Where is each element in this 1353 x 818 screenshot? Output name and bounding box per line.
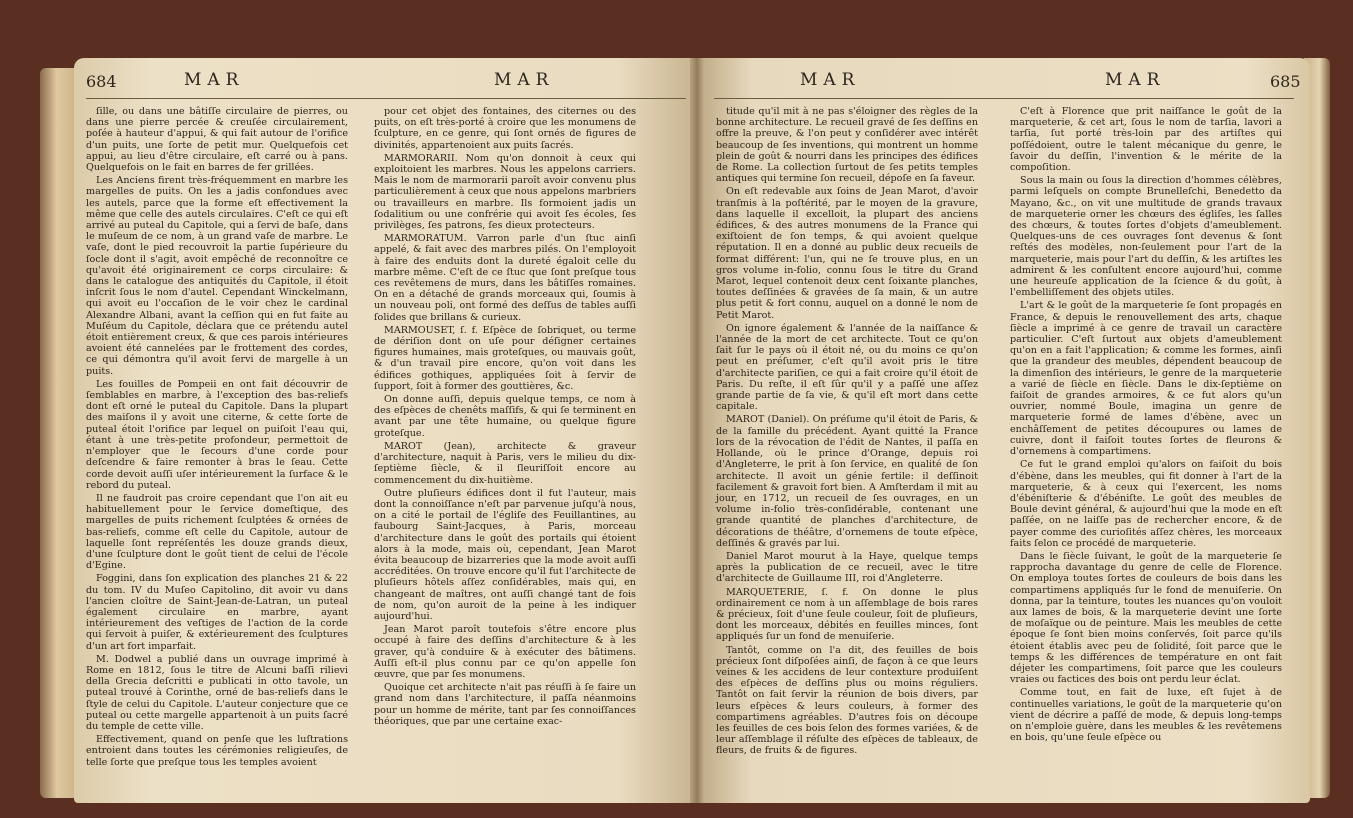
paragraph: On eſt redevable aux ſoins de Jean Marot, d'avoir tranſmis à la poſtérité, par le moyen de la gravure, dans laquelle il excelloit, la plupart des anciens édifices, & des autres monumens de la France qui exiſtoient de ſon temps, & qui avoient quelque réputation. Il en a donné au public deux recueils de format différent: l'un, qui ne ſe trouve plus, en un gros volume in-folio, connu ſous le titre du Grand Marot, lequel contenoit deux cent ſoixante planches, toutes deſſinées & gravées de ſa main, & un autre plus petit & fort connu, auquel on a donné le nom de Petit Marot. (716, 186, 978, 321)
left-page (74, 58, 714, 803)
paragraph: Sous la main ou ſous la direction d'hommes célèbres, parmi leſquels on compte Brunelleſchi, Benedetto da Mayano, &c., on vit une multitude de grands travaux de marqueterie orner les chœurs des égliſes, les ſalles des chœurs, & toutes ſortes d'objets d'ameublement. Quelques-uns de ces ouvrages ſont devenus & ſont reſtés des modèles, non-ſeulement pour l'art de la marqueterie, mais pour l'art du deſſin, & les artiſtes les admirent & les conſultent encore aujourd'hui, comme une heureuſe application de la ſcience & du goût, à l'embelliſſement des objets utiles. (1010, 175, 1282, 299)
paragraph: Foggini, dans ſon explication des planches 21 & 22 du tom. IV du Muſeo Capitolino, dit avoir vu dans l'ancien cloître de Saint-Jean-de-Latran, un puteal également circulaire en marbre, ayant intérieurement des veſtiges de l'action de la corde qui ſervoit à puiſer, & extérieurement des ſculptures d'un art fort imparfait. (86, 573, 348, 652)
paragraph: M. Dodwel a publié dans un ouvrage imprimé à Rome en 1812, ſous le titre de Alcuni baſſi rilievi della Grecia deſcritti e publicati in otto tavole, un puteal trouvé à Corinthe, orné de bas-reliefs dans le ſtyle de celui du Capitole. L'auteur conjecture que ce puteal ou cette margelle appartenoit à un puits ſacré du temple de cette ville. (86, 653, 348, 732)
running-head-right-2: MAR (1105, 70, 1166, 90)
paragraph: C'eſt à Florence que prit naiſſance le goût de la marqueterie, & cet art, ſous le nom de tarſia, lavori a tarſia, ſut porté très-loin par des artiſtes qui poſſédoient, outre le talent mécanique du genre, le ſavoir du deſſin, l'invention & le mérite de la compoſition. (1010, 106, 1282, 174)
paragraph: MAROT (Daniel). On préſume qu'il étoit de Paris, & de la famille du précédent. Ayant quitté la France lors de la révocation de l'édit de Nantes, il paſſa en Hollande, où le prince d'Orange, depuis roi d'Angleterre, le prit à ſon ſervice, en qualité de ſon architecte. Il avoit un génie fertile: il deſſinoit facilement & gravoit fort bien. A Amſterdam il mit au jour, en 1712, un recueil de ſes ouvrages, en un volume in-folio très-conſidérable, contenant une grande quantité de planches d'architecture, de décorations de théâtre, d'ornemens de toute eſpèce, deſſinés & gravés par lui. (716, 414, 978, 549)
paragraph: MAROT (Jean), architecte & graveur d'architecture, naquit à Paris, vers le milieu du dix-ſeptième ſiècle, & il ſleuriſſoit encore au commencement du dix-huitième. (374, 440, 636, 486)
paragraph: Il ne faudroit pas croire cependant que l'on ait eu habituellement pour le ſervice domeſtique, des margelles de puits richement ſculptées & ornées de bas-reliefs, comme eſt celle du Capitole, autour de laquelle ſont repréſentés les douze grands dieux, d'une ſculpture dont le goût tient de celui de l'école d'Egine. (86, 492, 348, 572)
open-book (40, 18, 1330, 808)
running-head-left-2: MAR (494, 70, 555, 90)
right-page-column-1 (716, 106, 978, 759)
page-number-right: 685 (1270, 72, 1301, 91)
paragraph: Les Anciens firent très-fréquemment en marbre les margelles de puits. On les a jadis confondues avec les autels, parce que la forme eſt effectivement la même que celle des autels circulaires. C'eſt ce qui eſt arrivé au puteal du Capitole, qui a ſervi de baſe, dans le muſeum de ce nom, à un grand vaſe de marbre. Le vaſe, dont le pied recouvroit la partie ſupérieure du ſocle dont il s'agit, avoit empêché de reconnoître ce qu'avoit été originairement ce corps circulaire: & dans le catalogue des antiquités du Capitole, il étoit inſcrit ſous le nom d'autel. Cependant Winckelmann, qui avoit eu l'occaſion de le voir chez le cardinal Alexandre Albani, avant la ceſſion qui en fut faite au Muſéum du Capitole, déclara que ce prétendu autel étoit entièrement creux, & que ces parois intérieures avoient été cannelées par le frottement des cordes, ce qui démontra qu'il avoit ſervi de margelle à un puits. (86, 175, 348, 377)
paragraph: Ce fut le grand emploi qu'alors on faiſoit du bois d'ébène, dans les meubles, qui fit donner à l'art de la marqueterie, & à ceux qui l'exercent, les noms d'ébéniſterie & d'ébéniſte. Le goût des meubles de Boule devint général, & aujourd'hui que la mode en eſt paſſée, on ne laiſſe pas de rechercher encore, & de payer comme des curioſités aſſez chères, les morceaux faits ſelon ce procédé de marqueterie. (1010, 459, 1282, 549)
paragraph: Effectivement, quand on penſe que les luſtrations entroient dans toutes les cérémonies religieuſes, de telle ſorte que preſque tous les temples avoient (86, 734, 348, 768)
page-number-left: 684 (86, 72, 117, 91)
paragraph: On donne auſſi, depuis quelque temps, ce nom à des eſpèces de chenêts maſſifs, & qui ſe terminent en avant par une tête humaine, ou quelque figure groteſque. (374, 394, 636, 439)
header-rule-left (86, 98, 686, 99)
paragraph: MARMORARII. Nom qu'on donnoit à ceux qui exploitoient les marbres. Nous les appelons carriers. Mais le nom de marmorarii paroît avoir convenu plus particulièrement à ceux que nous appelons marbriers ou travailleurs en marbre. Ils formoient jadis un ſodalitium ou une confrérie qui avoit ſes écoles, ſes privilèges, ſes patrons, ſes dieux protecteurs. (374, 152, 636, 232)
paragraph: ſille, ou dans une bâtiſſe circulaire de pierres, ou dans une pierre percée & creuſée circulairement, poſée à hauteur d'appui, & qui fait autour de l'orifice d'un puits, une ſorte de petit mur. Quelquefois cet appui, au lieu d'être circulaire, eſt carré ou à pans. Quelquefois on le fait en barres de fer grillées. (86, 106, 348, 174)
running-head-right-1: MAR (800, 70, 861, 90)
paragraph: Dans le ſiècle ſuivant, le goût de la marqueterie ſe rapprocha davantage du genre de celle de Florence. On employa toutes ſortes de couleurs de bois dans les compartimens appliqués ſur le fond de menuiſerie. On donna, par la teinture, toutes les nuances qu'on vouloit aux lames de bois, & la marqueterie devint une ſorte de moſaïque ou de peinture. Mais les meubles de cette époque ſe ſont bien moins conſervés, ſoit parce qu'ils étoient établis avec peu de ſolidité, ſoit parce que le temps & les différences de température en ont fait déjeter les compartimens, ſoit parce que les couleurs vraies ou factices des bois ont perdu leur éclat. (1010, 550, 1282, 686)
paragraph: Jean Marot paroît toutefois s'être encore plus occupé à faire des deſſins d'architecture & à les graver, qu'à conduire & à exécuter des bâtimens. Auſſi eſt-il plus connu par ce qu'on appelle ſon œuvre, que par ſes monumens. (374, 624, 636, 680)
paragraph: MARMORATUM. Varron parle d'un ſtuc ainſi appelé, & fait avec des marbres pilés. On l'employoit à faire des enduits dont la dureté égaloit celle du marbre même. C'eſt de ce ſtuc que ſont preſque tous ces revêtemens de murs, dans les bâtiſſes romaines. On en a détaché de grands morceaux qui, ſoumis à un nouveau poli, ont formé des deſſus de tables auſſi ſolides que brillans & curieux. (374, 233, 636, 323)
paragraph: pour cet objet des fontaines, des citernes ou des puits, on eſt très-porté à croire que les monumens de ſculpture, en ce genre, qui ſont ornés de figures de divinités, appartenoient aux puits ſacrés. (374, 106, 636, 151)
paragraph: Quoique cet architecte n'ait pas réuſſi à ſe faire un grand nom dans l'architecture, il paſſa néanmoins pour un homme de mérite, tant par ſes connoiſſances théoriques, que par une certaine exac- (374, 682, 636, 727)
paragraph: L'art & le goût de la marqueterie ſe ſont propagés en France, & depuis le renouvellement des arts, chaque ſiècle a imprimé à ce genre de travail un caractère particulier. C'eſt ſurtout aux objets d'ameublement qu'on en a fait l'application; & comme les formes, ainſi que la grandeur des meubles, dépendent beaucoup de la dimenſion des intérieurs, le genre de la marqueterie a varié de ſiècle en ſiècle. Dans le dix-ſeptième on faiſoit de grandes armoires, & ce fut alors qu'un ouvrier, nommé Boule, imagina un genre de marqueterie formé de lames d'ébène, avec un enchâſſement de petites découpures ou lames de cuivre, dont il faiſoit toutes ſortes de fleurons & d'ornemens à compartimens. (1010, 300, 1282, 458)
paragraph: Outre pluſieurs édifices dont il fut l'auteur, mais dont la connoiſſance n'eſt par parvenue juſqu'à nous, on a cité le portail de l'égliſe des Feuillantines, au faubourg Saint-Jacques, à Paris, morceau d'architecture dans le goût des portails qui étoient alors à la mode, mais où, cependant, Jean Marot évita beaucoup de bizarreries que la mode avoit auſſi accréditées. On trouve encore qu'il fut l'architecte de pluſieurs hôtels aſſez conſidérables, mais qui, en changeant de maîtres, ont auſſi changé tant de fois de nom, qu'on auroit de la peine à les indiquer aujourd'hui. (374, 487, 636, 622)
paragraph: On ignore également & l'année de la naiſſance & l'année de la mort de cet architecte. Tout ce qu'on ſait ſur le pays où il étoit né, ou du moins ce qu'on peut en préſumer, c'eſt qu'il avoit pris le titre d'architecte pariſien, ce qui a fait croire qu'il étoit de Paris. Du reſte, il eſt ſûr qu'il y a paſſé une aſſez grande partie de ſa vie, & qu'il eſt mort dans cette capitale. (716, 322, 978, 413)
paragraph: Les fouilles de Pompeii en ont fait découvrir de ſemblables en marbre, à l'exception des bas-reliefs dont eſt orné le puteal du Capitole. Dans la plupart des maiſons il y avoit une citerne, & cette ſorte de puteal étoit l'orifice par lequel on puiſoit l'eau qui, étant à une très-petite profondeur, permettoit de n'employer que le ſecours d'une corde pour deſcendre & faire remonter à bras le ſeau. Cette corde devoit auſſi uſer intérieurement la ſurface & le rebord du puteal. (86, 378, 348, 491)
gutter-shadow-right (690, 58, 704, 803)
paragraph: titude qu'il mit à ne pas s'éloigner des règles de la bonne architecture. Le recueil gravé de ſes deſſins en offre la preuve, & l'on peut y conſidérer avec intérêt beaucoup de ſes inventions, qui montrent un homme plein de goût & nourri dans les principes des édifices de Rome. La collection ſurtout de ſes petits temples antiques qui termine ſon recueil, dépoſe en ſa faveur. (716, 106, 978, 185)
paragraph: MARQUETERIE, ſ. f. On donne le plus ordinairement ce nom à un aſſemblage de bois rares & précieux, ſoit d'une ſeule couleur, ſoit de pluſieurs, dont les morceaux, débités en feuilles minces, ſont appliqués ſur un fond de menuiſerie. (716, 586, 978, 643)
paragraph: Tantôt, comme on l'a dit, des feuilles de bois précieux ſont diſpoſées ainſi, de façon à ce que leurs veines & les accidens de leur contexture produiſent des eſpèces de deſſins plus ou moins réguliers. Tantôt on fait ſervir la réunion de bois divers, par leurs eſpèces & leurs couleurs, à former des compartimens agréables. D'autres fois on découpe les feuilles de ces bois ſelon des formes variées, & de leur aſſemblage il réſulte des eſpèces de tableaux, de fleurs, de fruits & de figures. (716, 644, 978, 757)
left-page-column-2 (374, 106, 636, 729)
paragraph: Daniel Marot mourut à la Haye, quelque temps après la publication de ce recueil, avec le titre d'architecte de Guillaume III, roi d'Angleterre. (716, 550, 978, 585)
running-head-left-1: MAR (184, 70, 245, 90)
right-page (690, 58, 1310, 803)
header-rule-right (714, 98, 1294, 99)
paragraph: Comme tout, en fait de luxe, eſt ſujet à de continuelles variations, le goût de la marqueterie qu'on vient de décrire a paſſé de mode, & depuis long-temps on n'emploie guère, dans les meubles & les revêtemens en bois, qu'une ſeule eſpèce ou (1010, 687, 1282, 744)
left-page-column-1 (86, 106, 348, 770)
paragraph: MARMOUSET, ſ. f. Eſpèce de ſobriquet, ou terme de dériſion dont on uſe pour déſigner certaines figures humaines, mais groteſques, ou mauvais goût, & d'un travail pire encore, qu'on voit dans les édifices gothiques, appliquées ſoit à ſervir de ſupport, ſoit à former des gouttières, &c. (374, 324, 636, 392)
right-page-column-2 (1010, 106, 1282, 745)
